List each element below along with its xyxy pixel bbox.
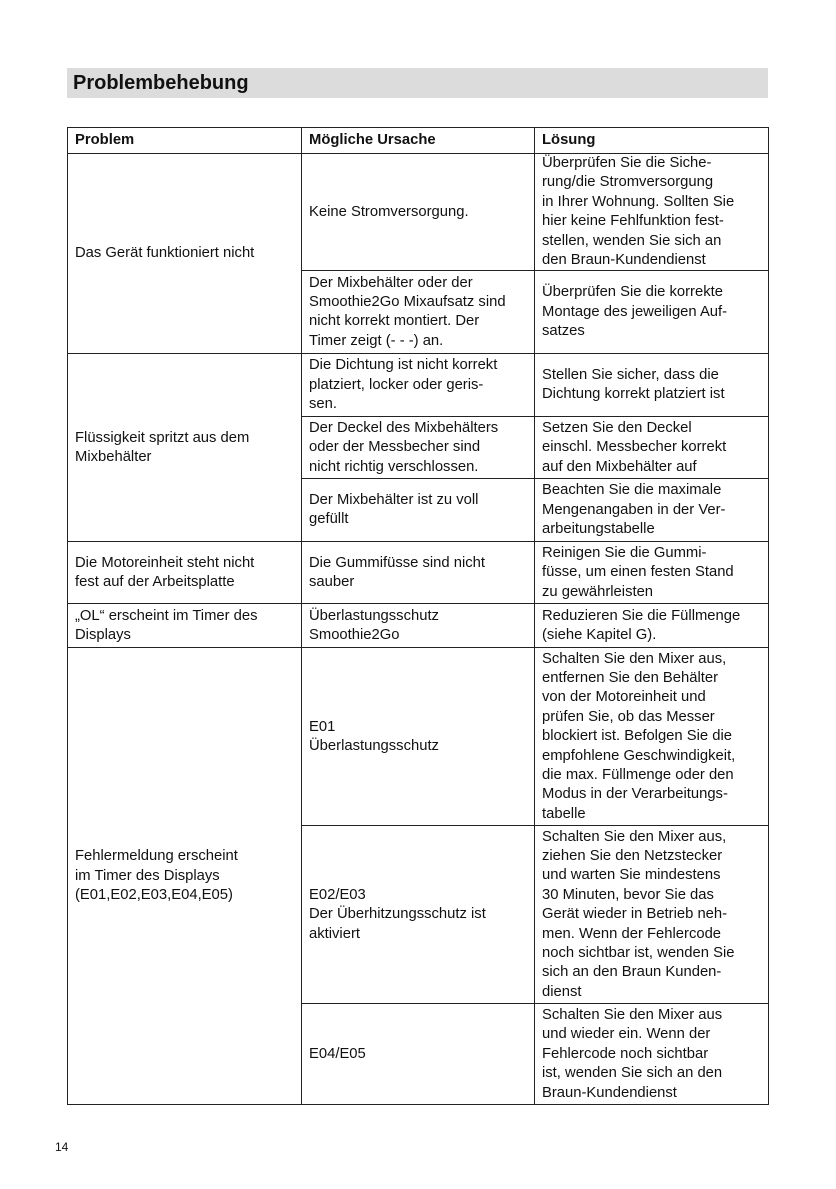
cause-cell: [302, 542, 535, 604]
cause-text: Überlastungsschutz Smoothie2Go: [309, 607, 439, 643]
header-cause: Mögliche Ursache: [302, 128, 535, 154]
cause-cell: [302, 479, 535, 542]
solution-text: Reinigen Sie die Gummi- füsse, um einen festen Stand zu gewährleisten: [542, 544, 734, 600]
solution-text: Schalten Sie den Mixer aus und wieder ein. Wenn der Fehlercode noch sichtbar ist, wenden Sie sich an den Braun-Kundendienst: [542, 1006, 723, 1101]
cause-text: Keine Stromversorgung.: [309, 203, 469, 220]
problem-cell: [68, 542, 302, 604]
solution-text: Überprüfen Sie die Siche- rung/die Stromversorgung in Ihrer Wohnung. Sollten Sie hier keine Fehlfunktion fest- stellen, wenden Sie sich an den Braun-Kundendienst: [542, 155, 735, 269]
cause-text: Der Deckel des Mixbehälters oder der Messbecher sind nicht richtig verschlossen.: [309, 419, 499, 475]
solution-cell: [535, 1004, 769, 1105]
cause-text: E01 Überlastungsschutz: [309, 718, 439, 754]
table-row: [68, 604, 769, 648]
solution-cell: [535, 271, 769, 354]
section-heading-bar: [67, 68, 768, 98]
cause-cell: [302, 154, 535, 271]
cause-cell: [302, 826, 535, 1004]
solution-cell: [535, 826, 769, 1004]
cause-cell: [302, 354, 535, 417]
section-title: Problembehebung: [73, 72, 249, 94]
cause-cell: [302, 1004, 535, 1105]
header-solution: Lösung: [535, 128, 769, 154]
cause-cell: [302, 417, 535, 479]
table-row: [68, 354, 769, 417]
problem-text: Fehlermeldung erscheint im Timer des Displays (E01,E02,E03,E04,E05): [75, 848, 238, 904]
solution-text: Setzen Sie den Deckel einschl. Messbecher korrekt auf den Mixbehälter auf: [542, 419, 727, 475]
cause-text: E04/E05: [309, 1045, 366, 1062]
solution-cell: [535, 542, 769, 604]
cause-text: Die Dichtung ist nicht korrekt platziert, locker oder geris- sen.: [309, 357, 498, 413]
solution-cell: [535, 479, 769, 542]
solution-text: Reduzieren Sie die Füllmenge (siehe Kapitel G).: [542, 607, 741, 643]
problem-cell: [68, 354, 302, 542]
table-header-row: [68, 128, 769, 154]
solution-cell: [535, 648, 769, 826]
solution-text: Stellen Sie sicher, dass die Dichtung korrekt platziert ist: [542, 367, 725, 403]
cause-cell: [302, 604, 535, 648]
problem-text: Das Gerät funktioniert nicht: [75, 245, 255, 262]
solution-cell: [535, 417, 769, 479]
table-row: [68, 648, 769, 826]
solution-cell: [535, 354, 769, 417]
solution-text: Beachten Sie die maximale Mengenangaben in der Ver- arbeitungstabelle: [542, 482, 726, 538]
cause-text: Der Mixbehälter oder der Smoothie2Go Mixaufsatz sind nicht korrekt montiert. Der Timer zeigt (- - -) an.: [309, 274, 506, 349]
solution-text: Schalten Sie den Mixer aus, ziehen Sie den Netzstecker und warten Sie mindestens 30 Minuten, bevor Sie das Gerät wieder in Betrieb neh- men. Wenn der Fehlercode noch sichtbar ist, wenden Sie sich an den Braun Kunden- dienst: [542, 828, 735, 1000]
page-number: 14: [55, 1140, 69, 1154]
solution-text: Schalten Sie den Mixer aus, entfernen Sie den Behälter von der Motoreinheit und prüfen Sie, ob das Messer blockiert ist. Befolgen Sie die empfohlene Geschwindigkeit, die max. Füllmenge oder den Modus in der Verarbeitungs- tabelle: [542, 650, 736, 822]
problem-cell: [68, 154, 302, 354]
cause-text: Die Gummifüsse sind nicht sauber: [309, 554, 485, 590]
table-row: [68, 542, 769, 604]
problem-cell: [68, 648, 302, 1105]
troubleshooting-table: [67, 127, 769, 1105]
solution-text: Überprüfen Sie die korrekte Montage des jeweiligen Auf- satzes: [542, 284, 728, 340]
cause-text: E02/E03 Der Überhitzungsschutz ist aktiviert: [309, 886, 486, 942]
problem-cell: [68, 604, 302, 648]
problem-text: „OL“ erscheint im Timer des Displays: [75, 607, 258, 643]
cause-cell: [302, 271, 535, 354]
cause-cell: [302, 648, 535, 826]
cause-text: Der Mixbehälter ist zu voll gefüllt: [309, 492, 479, 528]
solution-cell: [535, 154, 769, 271]
table-row: [68, 154, 769, 271]
header-problem: Problem: [68, 128, 302, 154]
solution-cell: [535, 604, 769, 648]
problem-text: Flüssigkeit spritzt aus dem Mixbehälter: [75, 429, 250, 465]
problem-text: Die Motoreinheit steht nicht fest auf der Arbeitsplatte: [75, 554, 255, 590]
